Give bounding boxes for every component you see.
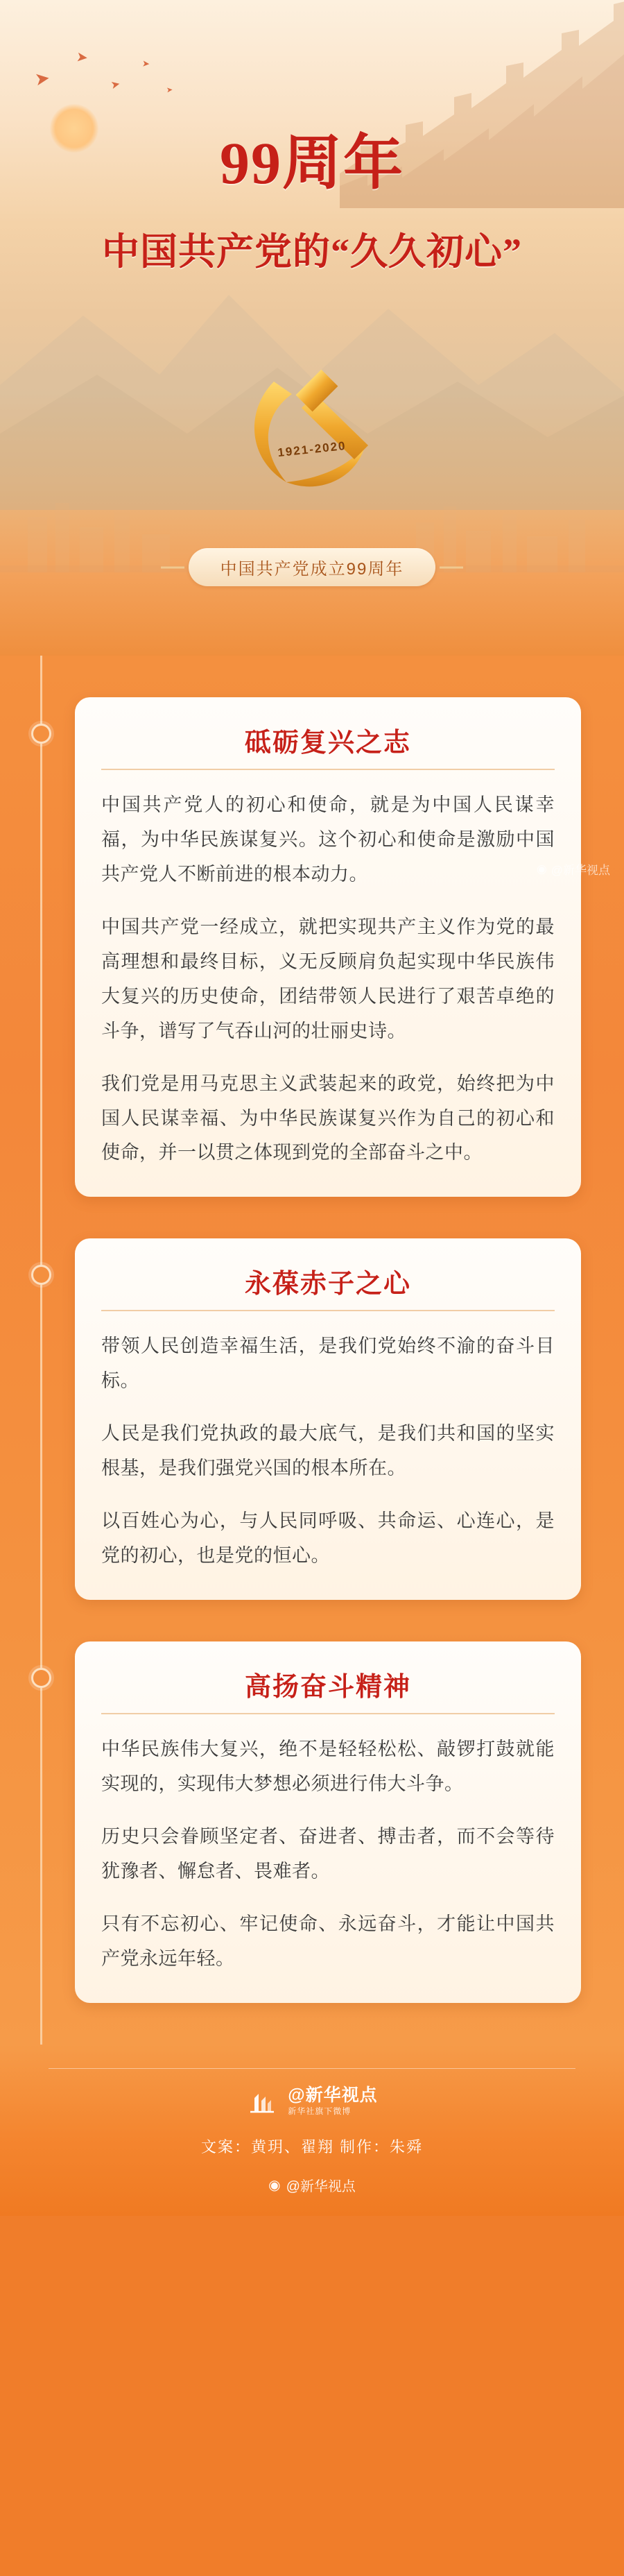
title-divider xyxy=(101,1713,555,1714)
emblem-container xyxy=(0,361,624,510)
title-divider xyxy=(101,769,555,770)
footer-divider xyxy=(49,2068,575,2069)
watermark-icon: ◉ xyxy=(536,862,547,876)
paragraph: 只有不忘初心、牢记使命、永远奋斗，才能让中国共产党永远年轻。 xyxy=(101,1913,555,1969)
hammer-and-sickle-icon xyxy=(232,361,392,506)
weibo-handle xyxy=(268,2175,356,2195)
section-row xyxy=(0,697,624,1238)
paragraph: 以百姓心为心，与人民同呼吸、共命运、心连心，是党的初心，也是党的恒心。 xyxy=(101,1510,555,1567)
credits-line: 文案：黄玥、翟翔 制作：朱舜 xyxy=(200,2138,424,2156)
footer-logo xyxy=(0,2085,624,2118)
section-row xyxy=(0,1641,624,2045)
paragraph: 中国共产党一经成立，就把实现共产主义作为党的最高理想和最终目标，义无反顾肩负起实现中华民族伟大复兴的历史使命，团结带领人民进行了艰苦卓绝的斗争，谱写了气吞山河的壮丽史诗。 xyxy=(101,916,555,1041)
paragraph: 带领人民创造幸福生活，是我们党始终不渝的奋斗目标。 xyxy=(101,1336,555,1392)
footer-logo-title: @新华视点 xyxy=(288,2085,378,2105)
content-area xyxy=(0,656,624,2045)
paragraph: 中国共产党人的初心和使命，就是为中国人民谋幸福，为中华民族谋复兴。这个初心和使命是激励中国共产党人不断前进的根本动力。 xyxy=(101,794,555,885)
weibo-icon: ◉ xyxy=(268,2178,281,2194)
timeline-node xyxy=(31,724,51,744)
page-title: 99周年 xyxy=(220,130,404,196)
anniversary-ribbon: 中国共产党成立99周年 xyxy=(189,548,436,586)
content-card xyxy=(75,1641,581,2003)
paragraph: 历史只会眷顾坚定者、奋进者、搏击者，而不会等待犹豫者、懈怠者、畏难者。 xyxy=(101,1825,555,1882)
footer xyxy=(0,2045,624,2217)
section-title: 永葆赤子之心 xyxy=(244,1270,411,1299)
paragraph: 我们党是用马克思主义武装起来的政党，始终把为中国人民谋幸福、为中华民族谋复兴作为自己的初心和使命，并一以贯之体现到党的全部奋斗之中。 xyxy=(101,1073,555,1163)
emblem-year-label: 1921-2020 xyxy=(277,438,347,460)
weibo-handle-text: @新华视点 xyxy=(286,2179,356,2195)
hero-banner xyxy=(0,0,624,656)
content-card xyxy=(75,1238,581,1600)
xinhua-logo-icon xyxy=(246,2085,278,2117)
footer-logo-sub: 新华社旗下微博 xyxy=(288,2106,352,2117)
section-row xyxy=(0,1238,624,1641)
section-title: 高扬奋斗精神 xyxy=(244,1673,411,1702)
paragraph: 中华民族伟大复兴，绝不是轻轻松松、敲锣打鼓就能实现的，实现伟大梦想必须进行伟大斗争。 xyxy=(101,1739,555,1794)
watermark xyxy=(537,860,610,878)
title-divider xyxy=(101,1310,555,1311)
content-card xyxy=(75,697,581,1197)
birds-icon: ➤ ➤ ➤ ➤ ➤ xyxy=(33,49,173,95)
ribbon-container xyxy=(0,548,624,586)
watermark-label: @新华视点 xyxy=(551,864,610,877)
page-subtitle: 中国共产党的“久久初心” xyxy=(102,231,522,273)
timeline-node xyxy=(31,1668,51,1688)
timeline-node xyxy=(31,1265,51,1285)
footer-logo-text xyxy=(288,2085,377,2118)
paragraph: 人民是我们党执政的最大底气，是我们共和国的坚实根基，是我们强党兴国的根本所在。 xyxy=(101,1423,555,1479)
section-title: 砥砺复兴之志 xyxy=(244,728,411,758)
